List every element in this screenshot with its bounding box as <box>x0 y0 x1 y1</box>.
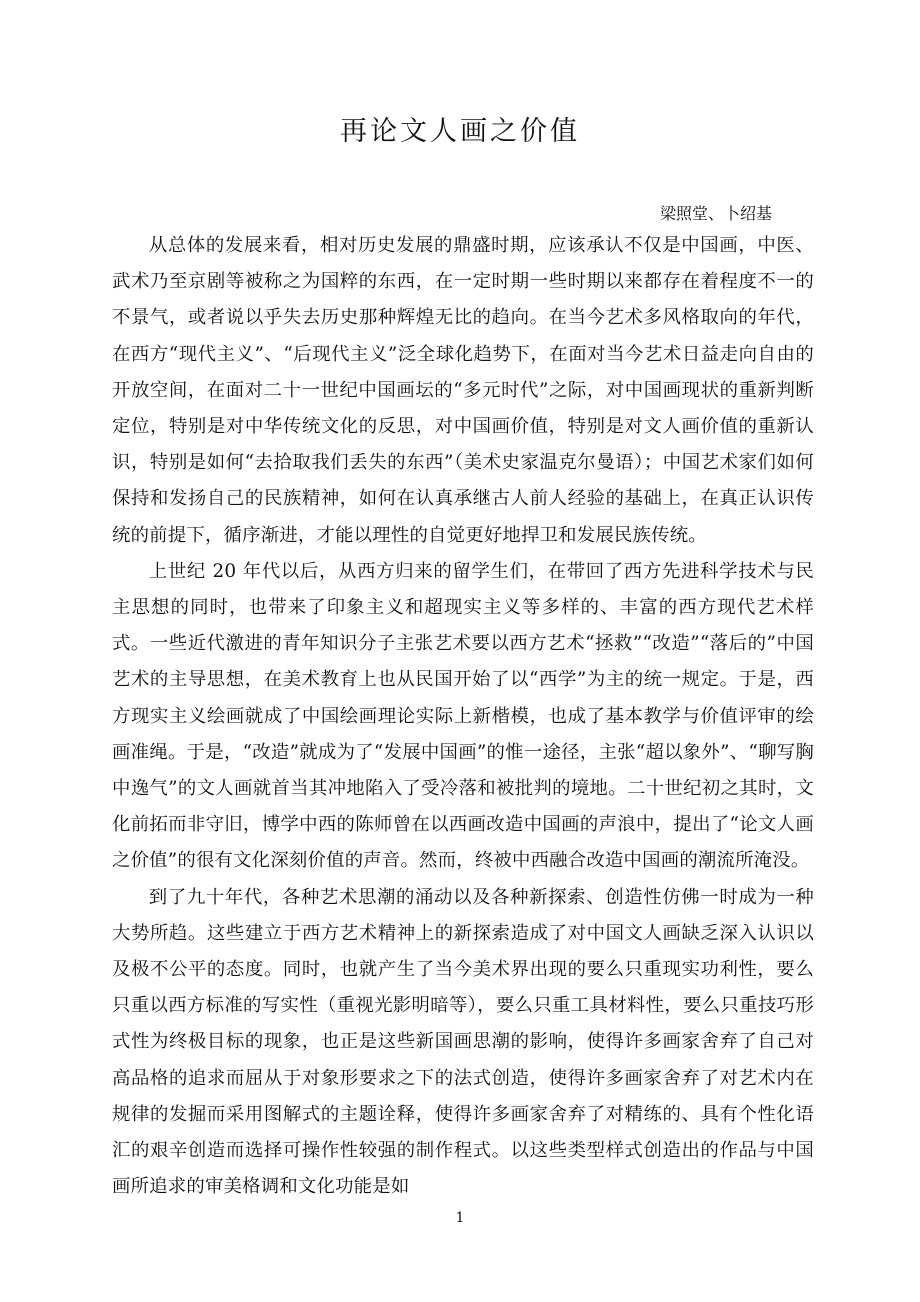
paragraph-3: 到了九十年代，各种艺术思潮的涌动以及各种新探索、创造性仿佛一时成为一种大势所趋。这些建立于西方艺术精神上的新探索造成了对中国文人画缺乏深入认识以及极不公平的态度。同时，也就产生了当今美术界出现的要么只重现实功利性，要么只重以西方标准的写实性（重视光影明暗等），要么只重工具材料性，要么只重技巧形式性为终极目标的现象，也正是这些新国画思潮的影响，使得许多画家舍弃了自己对高品格的追求而屈从于对象形要求之下的法式创造，使得许多画家舍弃了对艺术内在规律的发掘而采用图解式的主题诠释，使得许多画家舍弃了对精练的、具有个性化语汇的艰辛创造而选择可操作性较强的制作程式。以这些类型样式创造出的作品与中国画所追求的审美格调和文化功能是如 <box>112 886 814 1198</box>
page-title: 再论文人画之价值 <box>340 116 580 147</box>
paragraph-2: 上世纪 20 年代以后，从西方归来的留学生们，在带回了西方先进科学技术与民主思想的同时，也带来了印象主义和超现实主义等多样的、丰富的西方现代艺术样式。一些近代激进的青年知识分子主张艺术要以西方艺术“拯救”“改造”“落后的”中国艺术的主导思想，在美术教育上也从民国开始了以“西学”为主的统一规定。于是，西方现实主义绘画就成了中国绘画理论实际上新楷模，也成了基本教学与价值评审的绘画准绳。于是，“改造”就成为了“发展中国画”的惟一途径，主张“超以象外”、“聊写胸中逸气”的文人画就首当其冲地陷入了受冷落和被批判的境地。二十世纪初之其时，文化前拓而非守旧，博学中西的陈师曾在以西画改造中国画的声浪中，提出了“论文人画之价值”的很有文化深刻价值的声音。然而，终被中西融合改造中国画的潮流所淹没。 <box>112 560 814 872</box>
article-body <box>112 228 814 1205</box>
paragraph-1: 从总体的发展来看，相对历史发展的鼎盛时期，应该承认不仅是中国画，中医、武术乃至京剧等被称之为国粹的东西，在一定时期一些时期以来都存在着程度不一的不景气，或者说以乎失去历史那种辉煌无比的趋向。在当今艺术多风格取向的年代，在西方“现代主义”、“后现代主义”泛全球化趋势下，在面对当今艺术日益走向自由的开放空间，在面对二十一世纪中国画坛的“多元时代”之际，对中国画现状的重新判断定位，特别是对中华传统文化的反思，对中国画价值，特别是对文人画价值的重新认识，特别是如何“去拾取我们丢失的东西”（美术史家温克尔曼语）；中国艺术家们如何保持和发扬自己的民族精神，如何在认真承继古人前人经验的基础上，在真正认识传统的前提下，循序渐进，才能以理性的自觉更好地捍卫和发展民族传统。 <box>112 235 814 546</box>
page-number: 1 <box>455 1210 465 1226</box>
author-line: 梁照堂、卜绍基 <box>660 204 773 223</box>
